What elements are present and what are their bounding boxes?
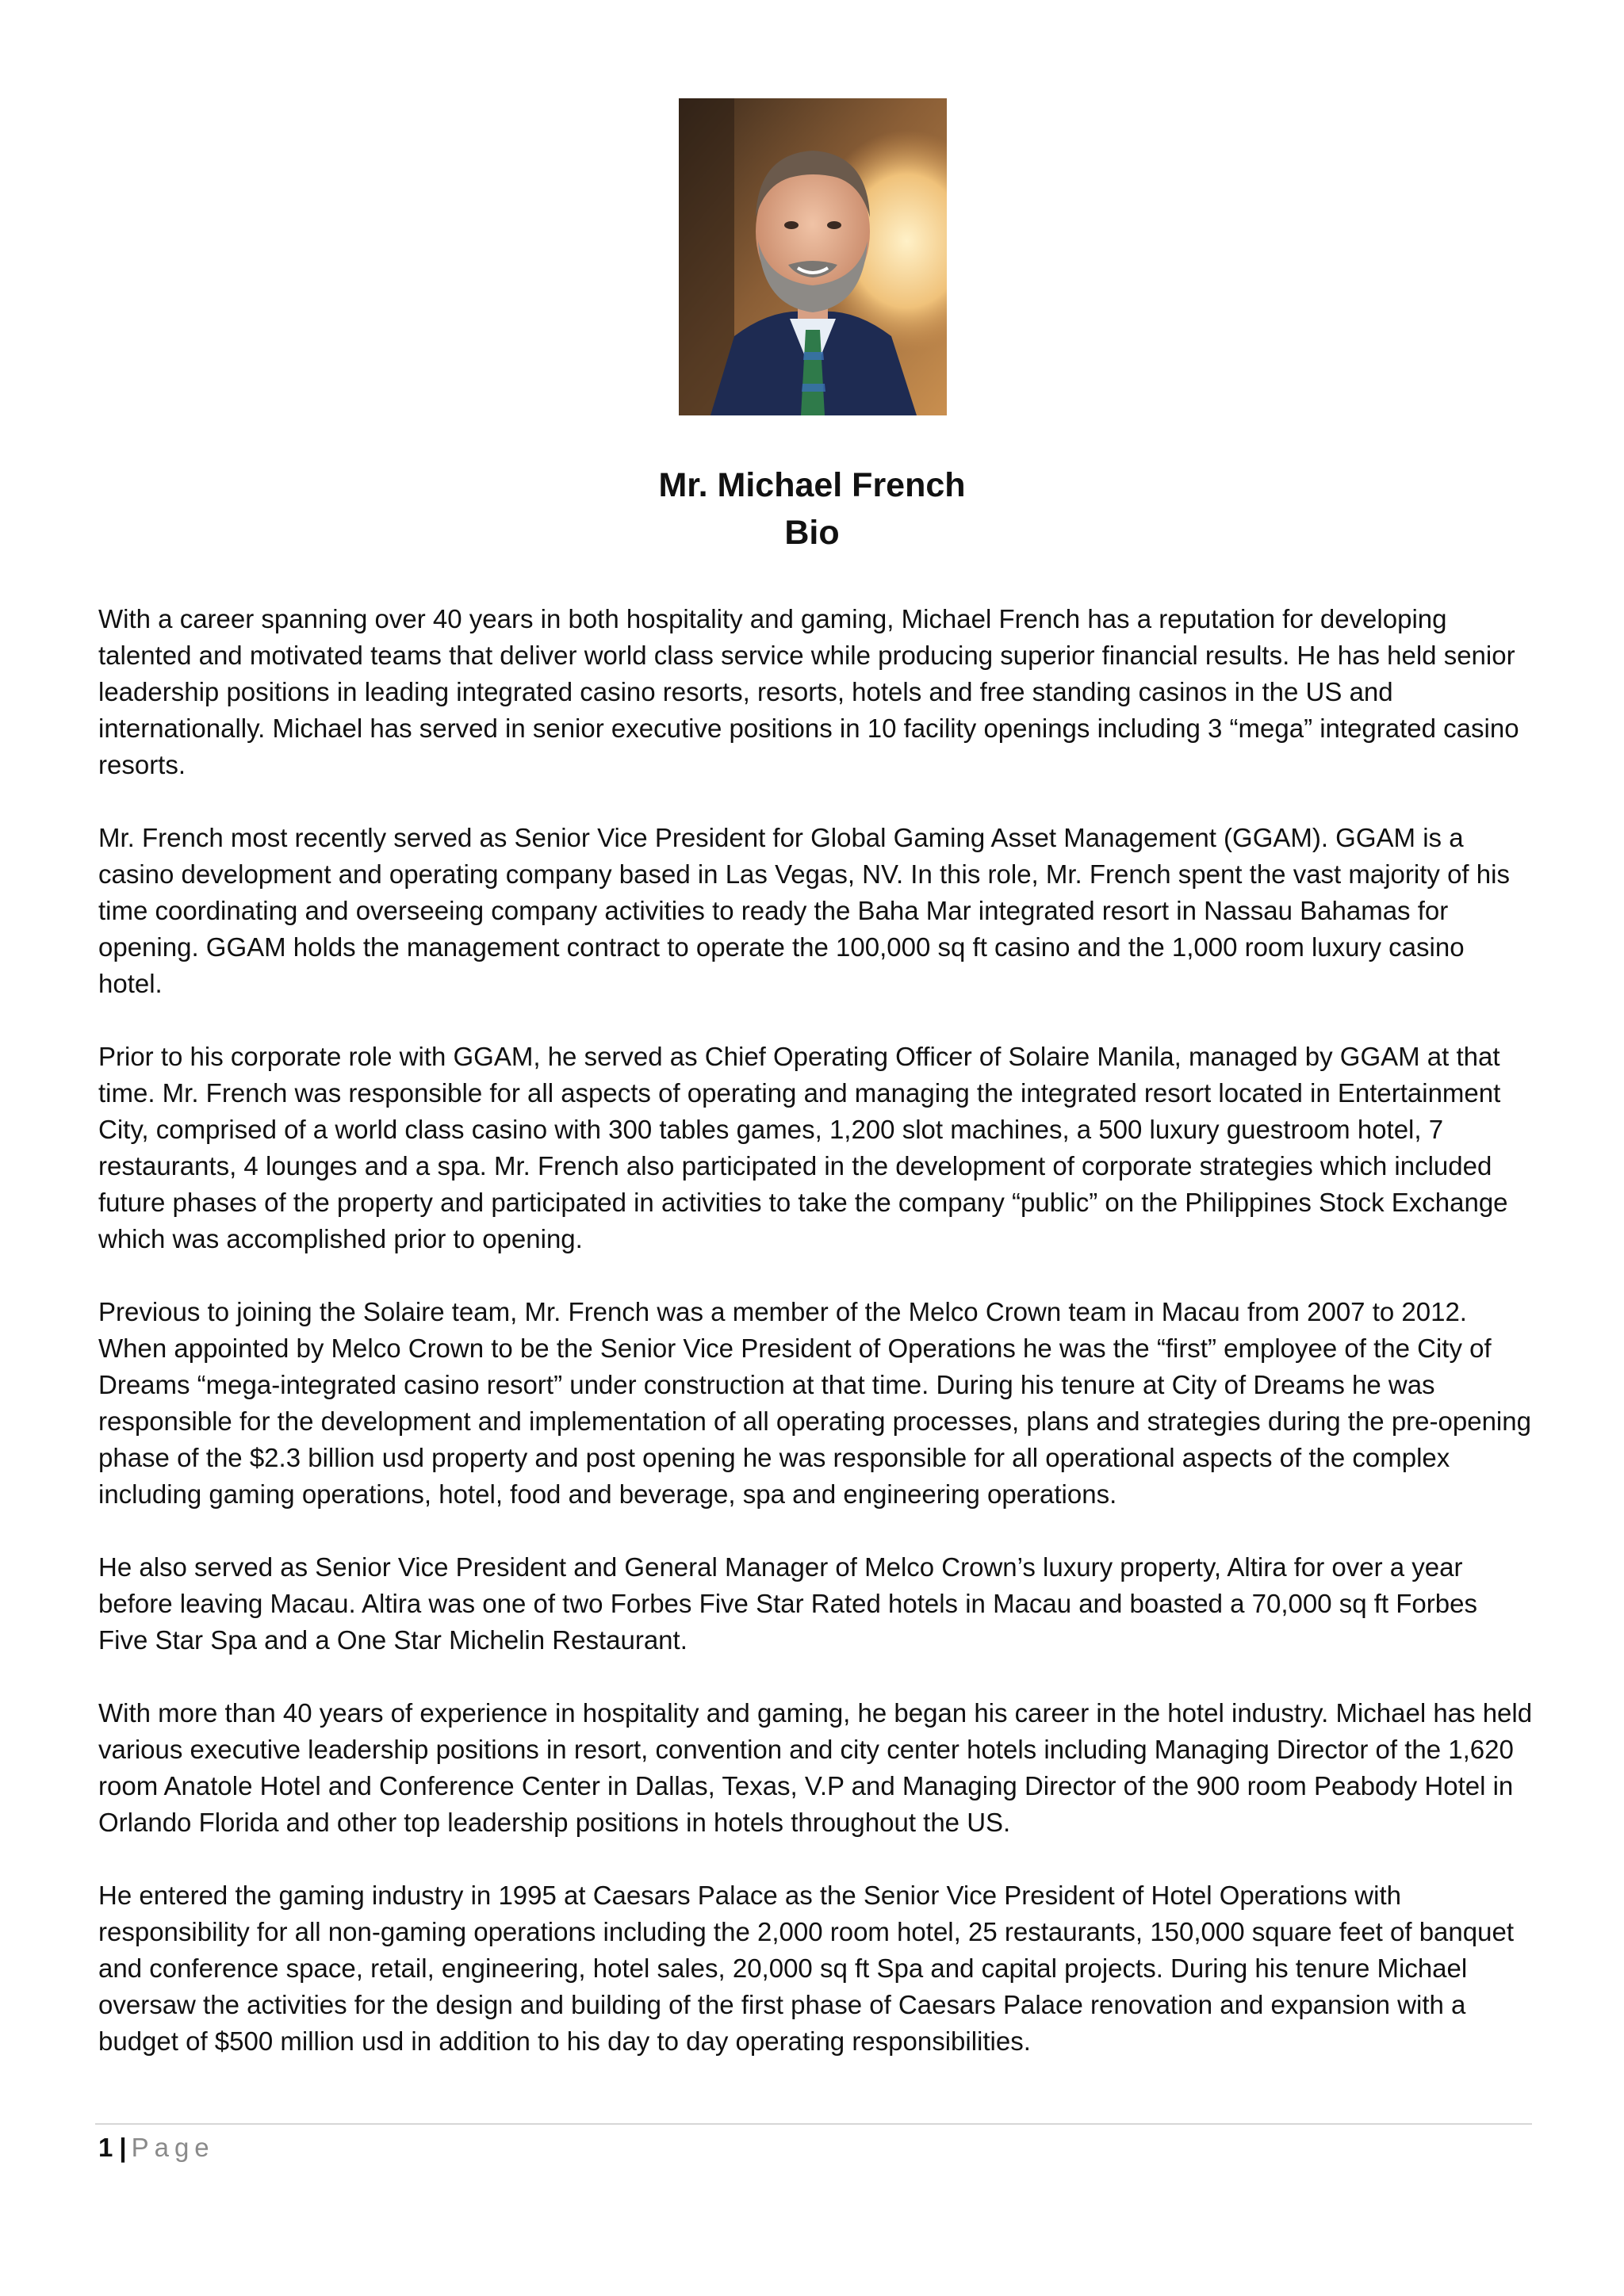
bio-body [98,601,1534,2096]
footer-divider [95,2123,1532,2125]
bio-heading: Bio [784,514,840,552]
bio-paragraph: Mr. French most recently served as Senior Vice President for Global Gaming Asset Management (GGAM). GGAM is a casino development and operating company based in Las Vegas, NV. In this role, Mr. French spent the vast majority of his time coordinating and overseeing company activities to ready the Baha Mar integrated resort in Nassau Bahamas for opening. GGAM holds the management contract to operate the 100,000 sq ft casino and the 1,000 room luxury casino hotel. [98,823,1510,998]
bio-paragraph: Prior to his corporate role with GGAM, he served as Chief Operating Officer of Solaire Manila, managed by GGAM at that time. Mr. French was responsible for all aspects of operating and managing the integrated resort located in Entertainment City, comprised of a world class casino with 300 tables games, 1,200 slot machines, a 500 luxury guestroom hotel, 7 restaurants, 4 lounges and a spa. Mr. French also participated in the development of corporate strategies which included future phases of the property and participated in activities to take the company “public” on the Philippines Stock Exchange which was accomplished prior to opening. [98,1042,1508,1253]
portrait-photo [679,98,947,415]
person-name-heading: Mr. Michael French [658,466,966,504]
page-number: 1 [98,2133,113,2162]
page-label: Page [131,2133,215,2162]
bio-paragraph: He also served as Senior Vice President and General Manager of Melco Crown’s luxury property, Altira for over a year before leaving Macau. Altira was one of two Forbes Five Star Rated hotels in Macau and boasted a 70,000 sq ft Forbes Five Star Spa and a One Star Michelin Restaurant. [98,1552,1477,1655]
bio-paragraph: With a career spanning over 40 years in both hospitality and gaming, Michael French has a reputation for developing talented and motivated teams that deliver world class service while producing superior financial results. He has held senior leadership positions in leading integrated casino resorts, resorts, hotels and free standing casinos in the US and internationally. Michael has served in senior executive positions in 10 facility openings including 3 “mega” integrated casino resorts. [98,604,1519,779]
bio-paragraph: He entered the gaming industry in 1995 at Caesars Palace as the Senior Vice President of Hotel Operations with responsibility for all non-gaming operations including the 2,000 room hotel, 25 restaurants, 150,000 square feet of banquet and conference space, retail, engineering, hotel sales, 20,000 sq ft Spa and capital projects. During his tenure Michael oversaw the activities for the design and building of the first phase of Caesars Palace renovation and expansion with a budget of $500 million usd in addition to his day to day operating responsibilities. [98,1881,1514,2056]
page-footer [98,2130,215,2166]
bio-paragraph: Previous to joining the Solaire team, Mr. French was a member of the Melco Crown team in Macau from 2007 to 2012. When appointed by Melco Crown to be the Senior Vice President of Operations he was the “first” employee of the City of Dreams “mega-integrated casino resort” under construction at that time. During his tenure at City of Dreams he was responsible for the development and implementation of all operating processes, plans and strategies during the pre-opening phase of the $2.3 billion usd property and post opening he was responsible for all operational aspects of the complex including gaming operations, hotel, food and beverage, spa and engineering operations. [98,1297,1531,1509]
footer-separator: | [119,2133,127,2162]
bio-paragraph: With more than 40 years of experience in hospitality and gaming, he began his career in the hotel industry. Michael has held various executive leadership positions in resort, convention and city center hotels including Managing Director of the 1,620 room Anatole Hotel and Conference Center in Dallas, Texas, V.P and Managing Director of the 900 room Peabody Hotel in Orlando Florida and other top leadership positions in hotels throughout the US. [98,1698,1533,1837]
title-block [0,461,1624,557]
